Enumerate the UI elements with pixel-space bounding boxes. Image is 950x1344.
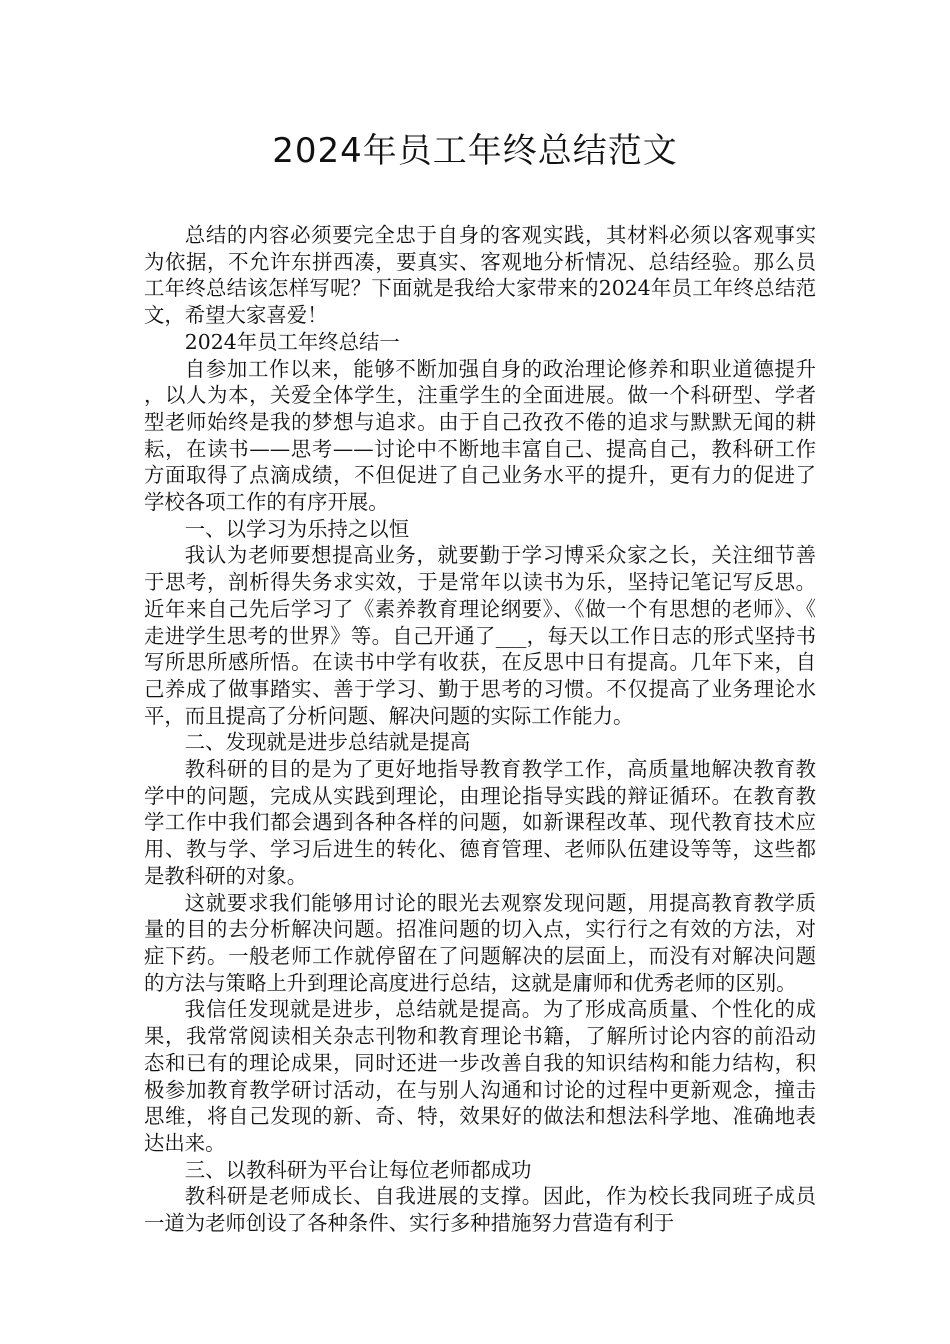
section-heading-1: 一、以学习为乐持之以恒 <box>184 516 410 541</box>
body-paragraph: 我信任发现就是进步，总结就是提高。为了形成高质量、个性化的成果，我常常阅读相关杂志刊物和教育理论书籍，了解所讨论内容的前沿动态和已有的理论成果，同时还进一步改善自我的知识结构和能力结构，积极参加教育教学研讨活动，在与别人沟通和讨论的过程中更新观念，撞击思维，将自己发现的新、奇、特，效果好的做法和想法科学地、准确地表达出来。 <box>144 997 816 1155</box>
document-body <box>144 222 816 1237</box>
section-heading-3: 三、以教科研为平台让每位老师都成功 <box>184 1157 532 1182</box>
document-title: 2024年员工年终总结范文 <box>272 131 678 171</box>
intro-paragraph: 总结的内容必须要完全忠于自身的客观实践，其材料必须以客观事实为依据，不允许东拼西凑，要真实、客观地分析情况、总结经验。那么员工年终总结该怎样写呢？下面就是我给大家带来的2024年员工年终总结范文，希望大家喜爱！ <box>144 223 816 328</box>
body-paragraph: 这就要求我们能够用讨论的眼光去观察发现问题，用提高教育教学质量的目的去分析解决问题。招准问题的切入点，实行行之有效的方法，对症下药。一般老师工作就停留在了问题解决的层面上，而没有对解决问题的方法与策略上升到理论高度进行总结，这就是庸师和优秀老师的区别。 <box>144 890 816 995</box>
body-paragraph: 自参加工作以来，能够不断加强自身的政治理论修养和职业道德提升，以人为本，关爱全体学生，注重学生的全面进展。做一个科研型、学者型老师始终是我的梦想与追求。由于自己孜孜不倦的追求与默默无闻的耕耘，在读书——思考——讨论中不断地丰富自己、提高自己，教科研工作方面取得了点滴成绩，不但促进了自己业务水平的提升，更有力的促进了学校各项工作的有序开展。 <box>144 356 816 515</box>
body-paragraph: 教科研是老师成长、自我进展的支撑。因此，作为校长我同班子成员一道为老师创设了各种条件、实行多种措施努力营造有利于 <box>144 1184 816 1236</box>
body-paragraph: 教科研的目的是为了更好地指导教育教学工作，高质量地解决教育教学中的问题，完成从实践到理论，由理论指导实践的辩证循环。在教育教学工作中我们都会遇到各种各样的问题，如新课程改革、现代教育技术应用、教与学、学习后进生的转化、德育管理、老师队伍建设等等，这些都是教科研的对象。 <box>144 757 816 888</box>
body-paragraph: 我认为老师要想提高业务，就要勤于学习博采众家之长，关注细节善于思考，剖析得失务求实效，于是常年以读书为乐，坚持记笔记写反思。近年来自己先后学习了《素养教育理论纲要》、《做一个有思想的老师》、《走进学生思考的世界》等。自己开通了___，每天以工作日志的形式坚持书写所思所感所悟。在读书中学有收获，在反思中日有提高。几年下来，自己养成了做事踏实、善于学习、勤于思考的习惯。不仅提高了业务理论水平，而且提高了分析问题、解决问题的实际工作能力。 <box>144 543 816 728</box>
section-heading-summary-one: 2024年员工年终总结一 <box>184 329 400 354</box>
section-heading-2: 二、发现就是进步总结就是提高 <box>184 730 471 755</box>
